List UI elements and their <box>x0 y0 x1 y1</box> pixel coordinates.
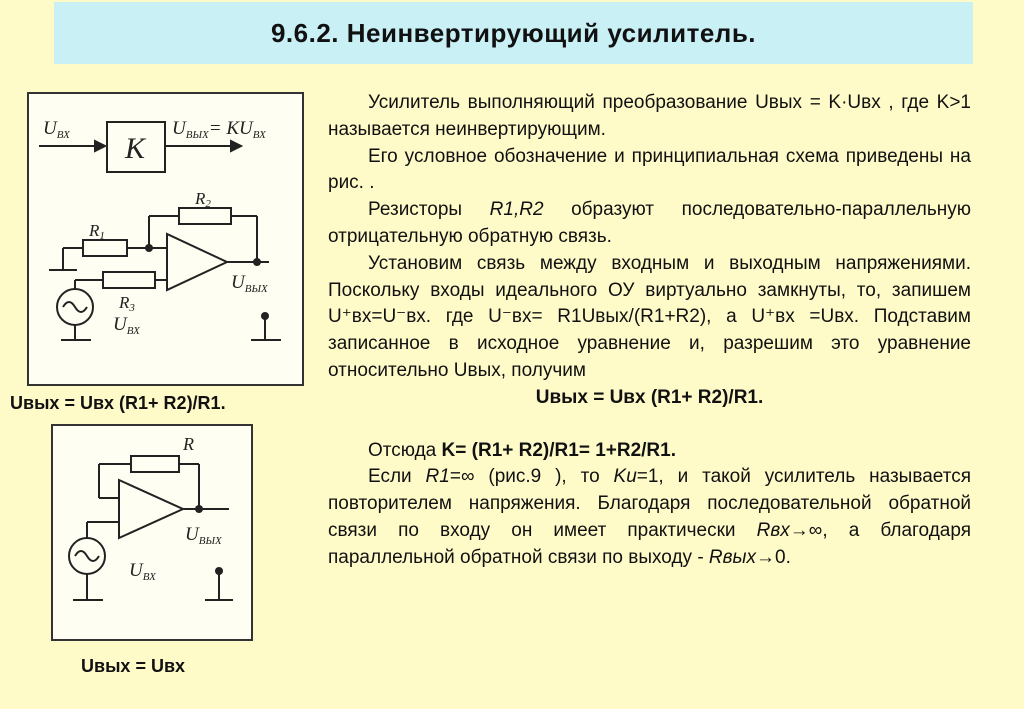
figure-noninverting-schematic <box>27 92 304 386</box>
terminal-dot <box>215 567 223 575</box>
uout-label: $U_{ВЫХ}$ <box>231 272 268 295</box>
spacer <box>328 412 971 438</box>
r3-label: R3 <box>119 293 135 314</box>
r-label: R <box>183 434 194 454</box>
paragraph-definition: Усилитель выполняющий преобразование Uвых = K·Uвх , где K>1 называется неинвертирующим. <box>328 92 971 140</box>
uin-label: $U_{ВХ}$ <box>113 314 140 337</box>
paragraph-symbol: Его условное обозначение и принципиальная схема приведены на рис. . <box>328 145 971 194</box>
paragraph-derivation: Установим связь между входным и выходным напряжениями. Поскольку входы идеального ОУ виртуально замкнуты, то, запишем U⁺вх=U⁻вх. где U⁻вх= R1Uвых/(R1+R2), а U⁺вх =Uвх. Подставим записанное в исходное уравнение и, разрешим это уравнение относительно Uвых, получим <box>328 252 971 381</box>
page-title: 9.6.2. Неинвертирующий усилитель. <box>270 17 757 48</box>
title-banner <box>54 2 973 64</box>
terminal-dot <box>261 312 269 320</box>
uout-label: $U_{ВЫХ}$ <box>185 524 222 547</box>
node-dot <box>145 244 153 252</box>
r1-label: R1 <box>89 221 105 242</box>
block-output-label: $U_{ВЫХ}= KU_{ВХ}$ <box>172 118 266 141</box>
uin-label: $U_{ВХ}$ <box>129 560 156 583</box>
caption-formula-1: Uвых = Uвх (R1+ R2)/R1. <box>10 393 226 413</box>
paragraph-gain: Отсюда K= (R1+ R2)/R1= 1+R2/R1. <box>368 439 676 461</box>
body-text <box>328 90 971 572</box>
caption-formula-2: Uвых = Uвх <box>81 656 186 676</box>
schematic-svg <box>29 94 302 384</box>
figure-voltage-follower <box>51 424 253 641</box>
paragraph-resistors: Резисторы R1,R2 образуют последовательно-параллельную отрицательную обратную связь. <box>328 199 971 247</box>
block-k-label: K <box>125 132 146 165</box>
derived-formula: Uвых = Uвх (R1+ R2)/R1. <box>535 386 764 408</box>
r2-label: R2 <box>195 189 211 210</box>
block-input-label: $U_{ВХ}$ <box>43 118 70 141</box>
follower-svg <box>53 426 251 639</box>
node-dot <box>253 258 261 266</box>
node-dot <box>195 505 203 513</box>
paragraph-follower: Если R1=∞ (рис.9 ), то Kи=1, и такой усилитель называется повторителем напряжения. Благодаря последовательной обратной связи по входу он имеет практически Rвх→∞, а благодаря параллельной обратной связи по выходу - Rвых→0. <box>328 466 972 568</box>
